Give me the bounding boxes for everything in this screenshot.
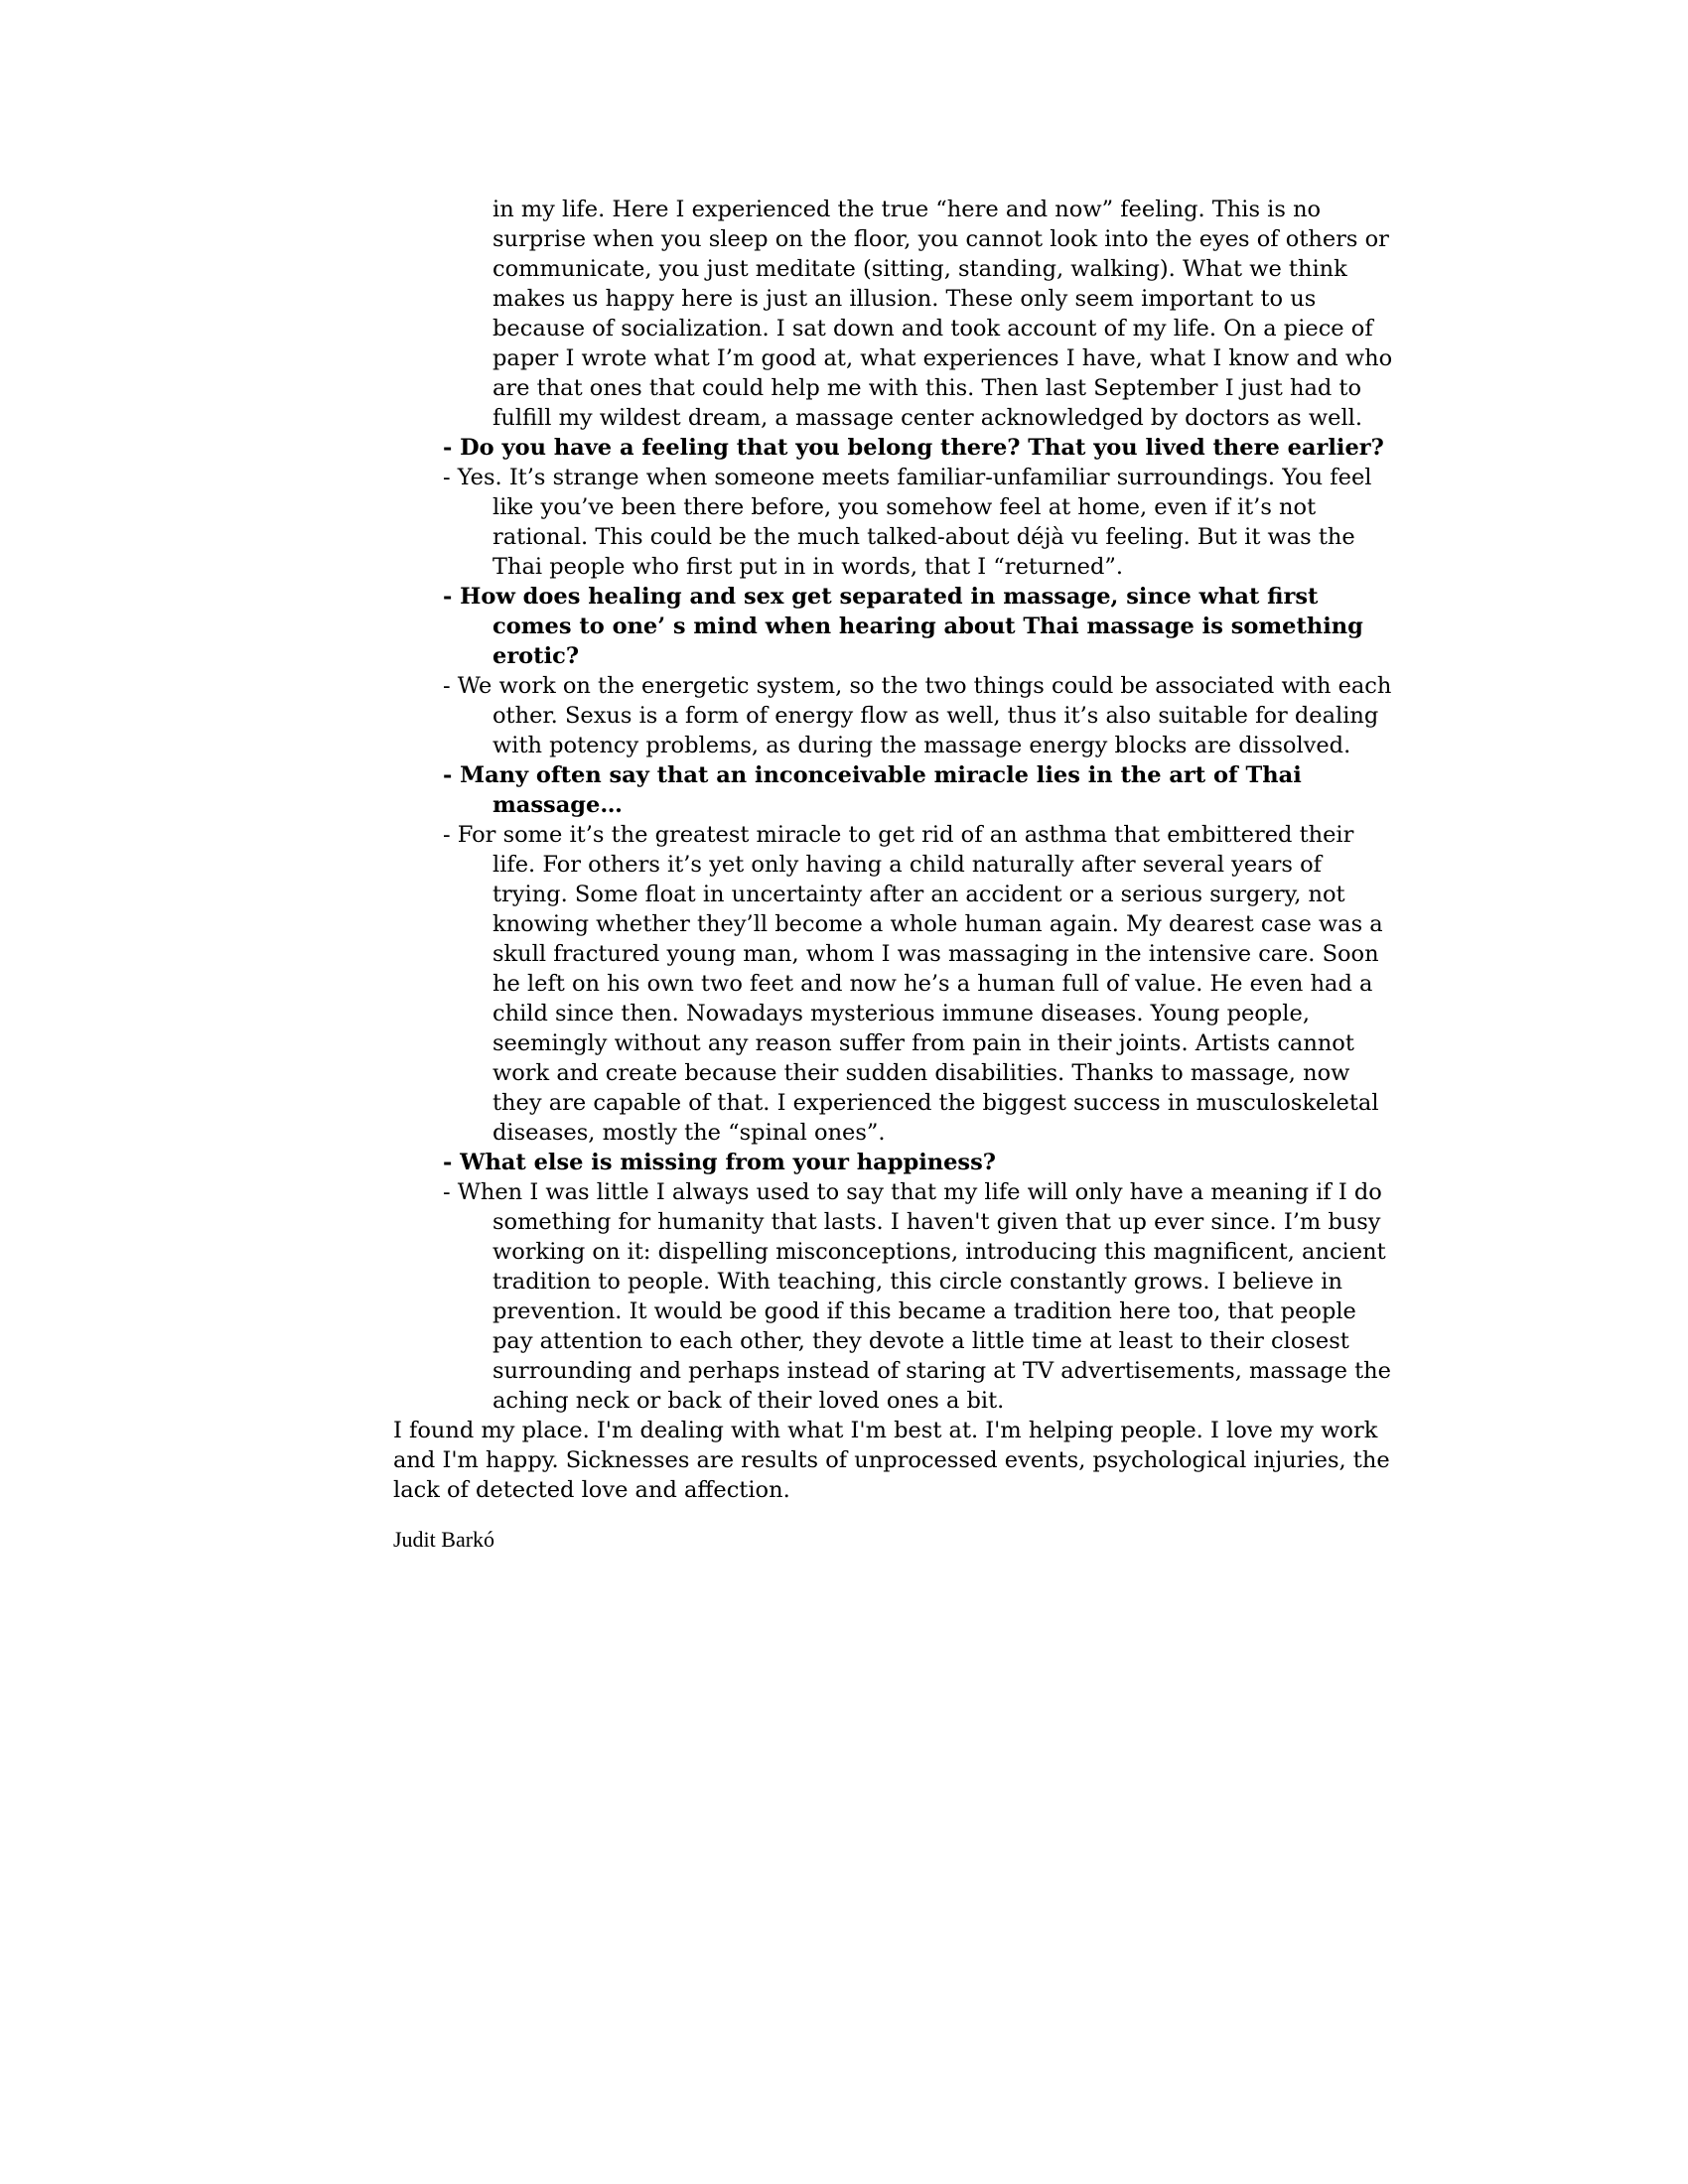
interview-question: - Do you have a feeling that you belong there? That you lived there earlier? bbox=[443, 435, 1384, 461]
article-body bbox=[393, 195, 1396, 1505]
interview-answer: - For some it’s the greatest miracle to get rid of an asthma that embittered their life. For others it’s yet only having a child naturally after several years of trying. Some float in uncertainty after an accident or a serious surgery, not knowing whether they’ll become a whole human again. My dearest case was a skull fractured young man, whom I was massaging in the intensive care. Soon he left on his own two feet and now he’s a human full of value. He even had a child since then. Nowadays mysterious immune diseases. Young people, seemingly without any reason suffer from pain in their joints. Artists cannot work and create because their sudden disabilities. Thanks to massage, now they are capable of that. I experienced the biggest success in musculoskeletal diseases, mostly the “spinal ones”. bbox=[443, 822, 1383, 1146]
continued-paragraph: in my life. Here I experienced the true “here and now” feeling. This is no surprise when you sleep on the floor, you cannot look into the eyes of others or communicate, you just meditate (sitting, standing, walking). What we think makes us happy here is just an illusion. These only seem important to us because of socialization. I sat down and took account of my life. On a piece of paper I wrote what I’m good at, what experiences I have, what I know and who are that ones that could help me with this. Then last September I just had to fulfill my wildest dream, a massage center acknowledged by doctors as well. bbox=[492, 197, 1393, 431]
interview-question: - What else is missing from your happiness? bbox=[443, 1150, 996, 1175]
closing-paragraph: I found my place. I'm dealing with what I'm best at. I'm helping people. I love my work and I'm happy. Sicknesses are results of unprocessed events, psychological injuries, the lack of detected love and affection. bbox=[393, 1418, 1390, 1503]
interview-question: - Many often say that an inconceivable miracle lies in the art of Thai massage… bbox=[443, 762, 1302, 818]
interview-answer: - We work on the energetic system, so the two things could be associated with each other. Sexus is a form of energy flow as well, thus it’s also suitable for dealing with potency problems, as during the massage energy blocks are dissolved. bbox=[443, 673, 1392, 758]
interview-answer: - Yes. It’s strange when someone meets familiar-unfamiliar surroundings. You feel like you’ve been there before, you somehow feel at home, even if it’s not rational. This could be the much talked-about déjà vu feeling. But it was the Thai people who first put in in words, that I “returned”. bbox=[443, 465, 1372, 580]
author-signature: Judit Barkó bbox=[393, 1527, 495, 1552]
interview-question: - How does healing and sex get separated in massage, since what first comes to one’ s mind when hearing about Thai massage is something erotic? bbox=[443, 584, 1363, 669]
interview-answer: - When I was little I always used to say that my life will only have a meaning if I do something for humanity that lasts. I haven't given that up ever since. I’m busy working on it: dispelling misconceptions, introducing this magnificent, ancient tradition to people. With teaching, this circle constantly grows. I believe in prevention. It would be good if this became a tradition here too, that people pay attention to each other, they devote a little time at least to their closest surrounding and perhaps instead of staring at TV advertisements, massage the aching neck or back of their loved ones a bit. bbox=[443, 1179, 1391, 1414]
